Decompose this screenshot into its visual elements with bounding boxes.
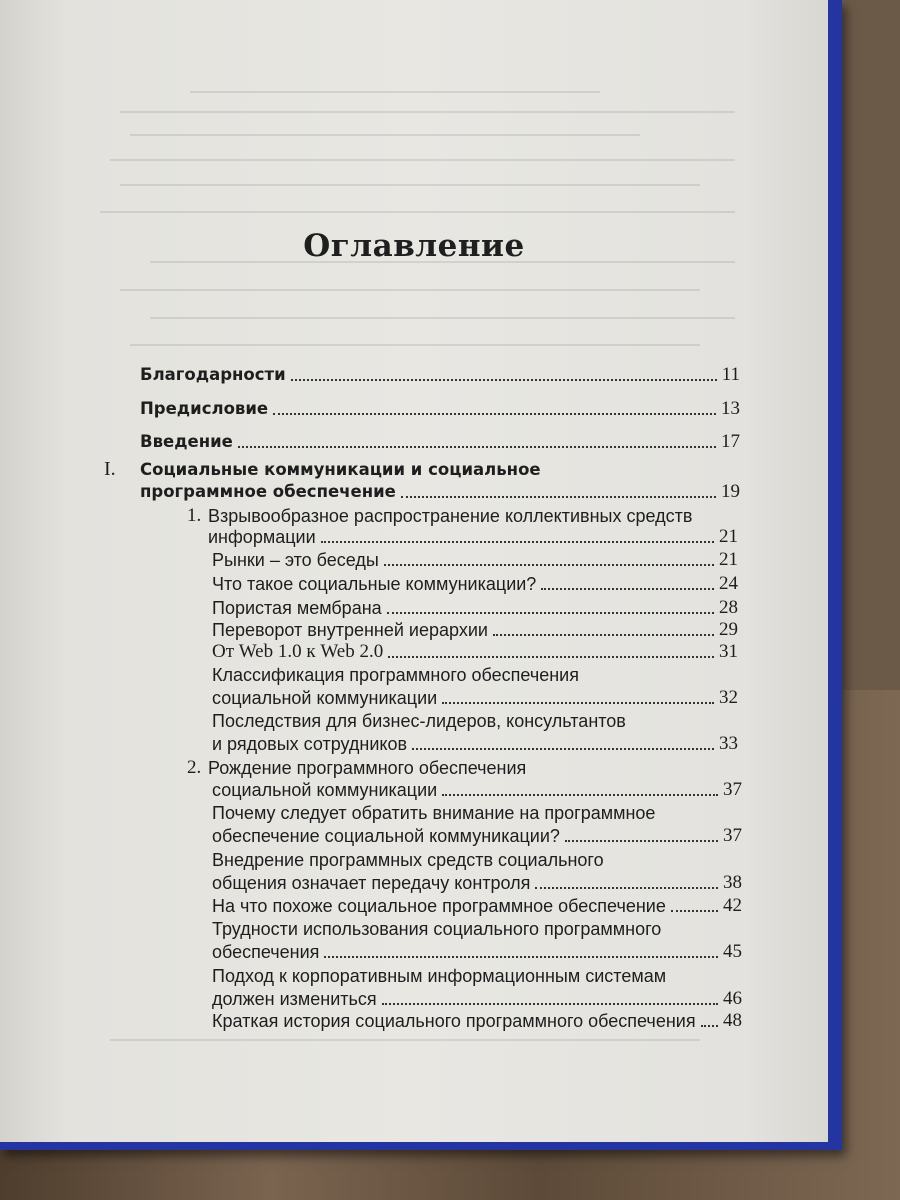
toc-entry-title: Пористая мембрана: [212, 598, 382, 618]
toc-entry-page: 21: [719, 549, 738, 570]
dot-leader: [493, 634, 714, 636]
toc-entry-title: Введение: [140, 432, 233, 451]
toc-entry-title: программное обеспечение: [140, 482, 396, 501]
toc-entry[interactable]: [212, 988, 742, 1010]
toc-entry[interactable]: [212, 779, 742, 801]
toc-entry-page: 37: [723, 779, 742, 800]
toc-entry-title-line1: Почему следует обратить внимание на программное: [212, 803, 656, 823]
toc-entry-title-line1: Последствия для бизнес-лидеров, консультантов: [212, 711, 626, 731]
toc-entry-page: 48: [723, 1010, 742, 1031]
toc-entry[interactable]: [212, 872, 742, 894]
toc-entry-title: и рядовых сотрудников: [212, 734, 408, 754]
toc-entry-title: должен измениться: [212, 989, 377, 1009]
toc-entry[interactable]: [212, 895, 742, 917]
toc-entry-page: 33: [719, 733, 738, 754]
dot-leader: [324, 956, 718, 958]
dot-leader: [291, 379, 717, 381]
toc-entry-title: От Web 1.0 к Web 2.0: [212, 641, 384, 662]
dot-leader: [442, 702, 714, 704]
toc-entry[interactable]: [212, 573, 738, 595]
toc-entry-title: социальной коммуникации: [212, 780, 438, 800]
page-title: Оглавление: [303, 228, 525, 264]
toc-entry-page: 17: [721, 431, 740, 452]
toc-entry[interactable]: [208, 526, 738, 548]
toc-entry-page: 13: [721, 398, 740, 419]
toc-entry-title: обеспечения: [212, 942, 320, 962]
dot-leader: [535, 887, 718, 889]
toc-entry-page: 37: [723, 825, 742, 846]
toc-entry-page: 42: [723, 895, 742, 916]
toc-entry-title: Что такое социальные коммуникации?: [212, 574, 537, 594]
toc-entry-title: общения означает передачу контроля: [212, 873, 531, 893]
dot-leader: [412, 748, 714, 750]
toc-entry-title-line1: Взрывообразное распространение коллективных средств: [208, 506, 693, 526]
toc-entry-page: 21: [719, 526, 738, 547]
toc-entry-page: 31: [719, 641, 738, 662]
toc-entry-page: 24: [719, 573, 738, 594]
chapter-number: 1.: [187, 505, 202, 526]
toc-entry[interactable]: [140, 481, 740, 503]
dot-leader: [401, 496, 716, 498]
toc-entry[interactable]: [212, 619, 738, 641]
dot-leader: [565, 840, 718, 842]
toc-entry[interactable]: [140, 364, 740, 386]
toc-entry-title-line1: Социальные коммуникации и социальное: [140, 460, 541, 479]
toc-entry[interactable]: [140, 431, 740, 453]
toc-entry[interactable]: [212, 733, 738, 755]
toc-entry-title: информации: [208, 527, 316, 547]
toc-entry-page: 19: [721, 481, 740, 502]
dot-leader: [273, 413, 716, 415]
dot-leader: [541, 588, 714, 590]
toc-entry[interactable]: [212, 825, 742, 847]
toc-entry-title: Переворот внутренней иерархии: [212, 620, 488, 640]
dot-leader: [387, 612, 714, 614]
dot-leader: [321, 541, 714, 543]
dot-leader: [384, 564, 714, 566]
toc-entry-page: 46: [723, 988, 742, 1009]
toc-entry[interactable]: [212, 641, 738, 663]
toc-entry[interactable]: [212, 549, 738, 571]
toc-entry-title: Предисловие: [140, 399, 269, 418]
toc-entry-title-line1: Рождение программного обеспечения: [208, 758, 527, 778]
dot-leader: [388, 656, 714, 658]
chapter-number: 2.: [187, 757, 202, 778]
toc-entry[interactable]: [140, 398, 740, 420]
dot-leader: [238, 446, 716, 448]
toc-entry-title-line1: Внедрение программных средств социального: [212, 850, 604, 870]
dot-leader: [442, 794, 718, 796]
dot-leader: [701, 1025, 718, 1027]
toc-entry[interactable]: [212, 597, 738, 619]
toc-entry[interactable]: [212, 941, 742, 963]
toc-entry-title: социальной коммуникации: [212, 688, 438, 708]
toc-entry[interactable]: [212, 687, 738, 709]
toc-entry-page: 28: [719, 597, 738, 618]
toc-entry-title-line1: Трудности использования социального программного: [212, 919, 662, 939]
dot-leader: [671, 910, 718, 912]
toc-entry-title: Рынки – это беседы: [212, 550, 379, 570]
toc-entry-page: 11: [721, 364, 740, 385]
toc-entry-title: На что похоже социальное программное обеспечение: [212, 896, 666, 916]
toc-entry[interactable]: [212, 1010, 742, 1032]
dot-leader: [382, 1003, 718, 1005]
toc-entry-page: 29: [719, 619, 738, 640]
part-number: I.: [104, 458, 116, 480]
toc-entry-page: 45: [723, 941, 742, 962]
toc-entry-title-line1: Классификация программного обеспечения: [212, 665, 579, 685]
toc-entry-title-line1: Подход к корпоративным информационным системам: [212, 966, 667, 986]
toc-entry-title: Краткая история социального программного обеспечения: [212, 1011, 696, 1031]
toc-entry-title: обеспечение социальной коммуникации?: [212, 826, 560, 846]
toc-entry-title: Благодарности: [140, 365, 286, 384]
toc-entry-page: 32: [719, 687, 738, 708]
toc-entry-page: 38: [723, 872, 742, 893]
